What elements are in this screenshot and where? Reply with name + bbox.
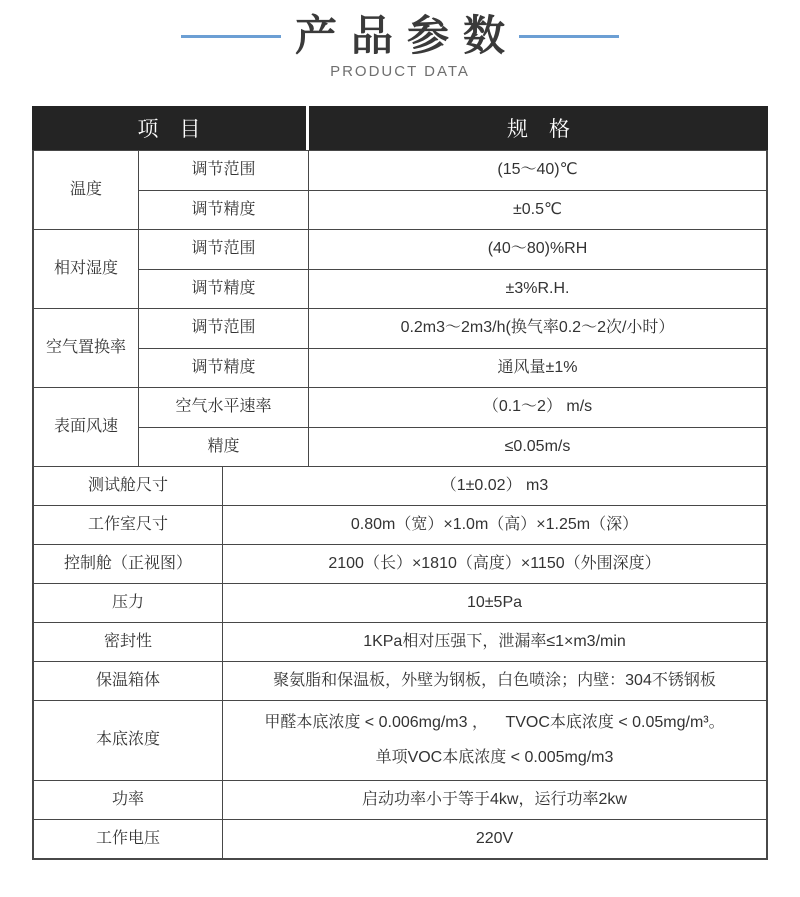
table-row (139, 230, 766, 269)
table-row-sealing (34, 622, 766, 661)
table-row-working-voltage (34, 819, 766, 858)
table-row (139, 388, 766, 427)
row-value: 1KPa相对压强下，泄漏率≤1×m3/min (363, 632, 626, 650)
row-value: 220V (475, 829, 514, 847)
row-label: 密封性 (34, 623, 223, 661)
page-subtitle: PRODUCT DATA (330, 63, 470, 80)
row-label: 工作室尺寸 (34, 506, 223, 544)
row-label: 本底浓度 (34, 701, 223, 780)
table-body (32, 150, 768, 860)
group-label: 相对湿度 (34, 230, 139, 308)
table-row-power (34, 780, 766, 819)
spec-value: ±3%R.H. (505, 279, 570, 297)
table-row (139, 309, 766, 348)
row-label: 工作电压 (34, 820, 223, 858)
spec-value: (40～80)%RH (487, 240, 588, 258)
table-header-item: 项 目 (32, 106, 306, 150)
spec-value: （0.1～2） m/s (482, 398, 593, 416)
page-title: 产品参数 (294, 11, 519, 59)
table-row (139, 151, 766, 190)
spec-group-surface-wind (34, 387, 766, 466)
table-header (32, 106, 768, 150)
table-row (139, 348, 766, 387)
row-label: 功率 (34, 781, 223, 819)
table-row-background-concentration (34, 700, 766, 780)
sub-label: 调节范围 (139, 309, 309, 348)
sub-label: 调节范围 (139, 230, 309, 269)
sub-label: 调节精度 (139, 270, 309, 308)
accent-line-left (181, 35, 281, 38)
accent-line-right (519, 35, 619, 38)
group-label: 表面风速 (34, 388, 139, 466)
spec-value: ≤0.05m/s (504, 437, 571, 455)
row-value: 10±5Pa (466, 593, 523, 611)
table-row (139, 269, 766, 308)
table-row-test-chamber-size (34, 466, 766, 505)
row-value: （1±0.02） m3 (440, 476, 549, 494)
spec-group-air-exchange (34, 308, 766, 387)
sub-label: 调节精度 (139, 349, 309, 387)
sub-label: 空气水平速率 (139, 388, 309, 427)
spec-value: 0.2m3～2m3/h(换气率0.2～2次/小时） (400, 319, 675, 337)
group-label: 空气置换率 (34, 309, 139, 387)
table-row-pressure (34, 583, 766, 622)
group-label: 温度 (34, 151, 139, 229)
row-value-line: 甲醛本底浓度 < 0.006mg/m3 ， TVOC本底浓度 < 0.05mg/m³。 (264, 713, 725, 731)
table-row (139, 190, 766, 229)
table-row (139, 427, 766, 466)
spec-table (32, 106, 768, 860)
row-value (223, 701, 766, 780)
spec-group-temperature (34, 151, 766, 229)
table-row-workroom-size (34, 505, 766, 544)
sub-label: 精度 (139, 428, 309, 466)
row-value: 聚氨脂和保温板，外壁为钢板，白色喷涂；内壁：304不锈钢板 (273, 671, 716, 689)
row-label: 测试舱尺寸 (34, 467, 223, 505)
spec-value: 通风量±1% (497, 358, 578, 376)
row-label: 压力 (34, 584, 223, 622)
table-row-insulation-box (34, 661, 766, 700)
row-value: 启动功率小于等于4kw，运行功率2kw (362, 790, 627, 808)
spec-value: (15～40)℃ (497, 161, 578, 179)
row-value: 2100（长）×1810（高度）×1150（外围深度） (328, 554, 661, 572)
title-block (0, 0, 800, 60)
sub-label: 调节范围 (139, 151, 309, 190)
row-value-line: 单项VOC本底浓度 < 0.005mg/m3 (375, 748, 614, 766)
spec-value: ±0.5℃ (513, 200, 562, 218)
sub-label: 调节精度 (139, 191, 309, 229)
spec-group-humidity (34, 229, 766, 308)
table-header-spec: 规 格 (309, 106, 768, 150)
row-label: 控制舱（正视图） (34, 545, 223, 583)
row-label: 保温箱体 (34, 662, 223, 700)
row-value: 0.80m（宽）×1.0m（高）×1.25m（深） (350, 515, 639, 533)
table-row-control-cabin (34, 544, 766, 583)
